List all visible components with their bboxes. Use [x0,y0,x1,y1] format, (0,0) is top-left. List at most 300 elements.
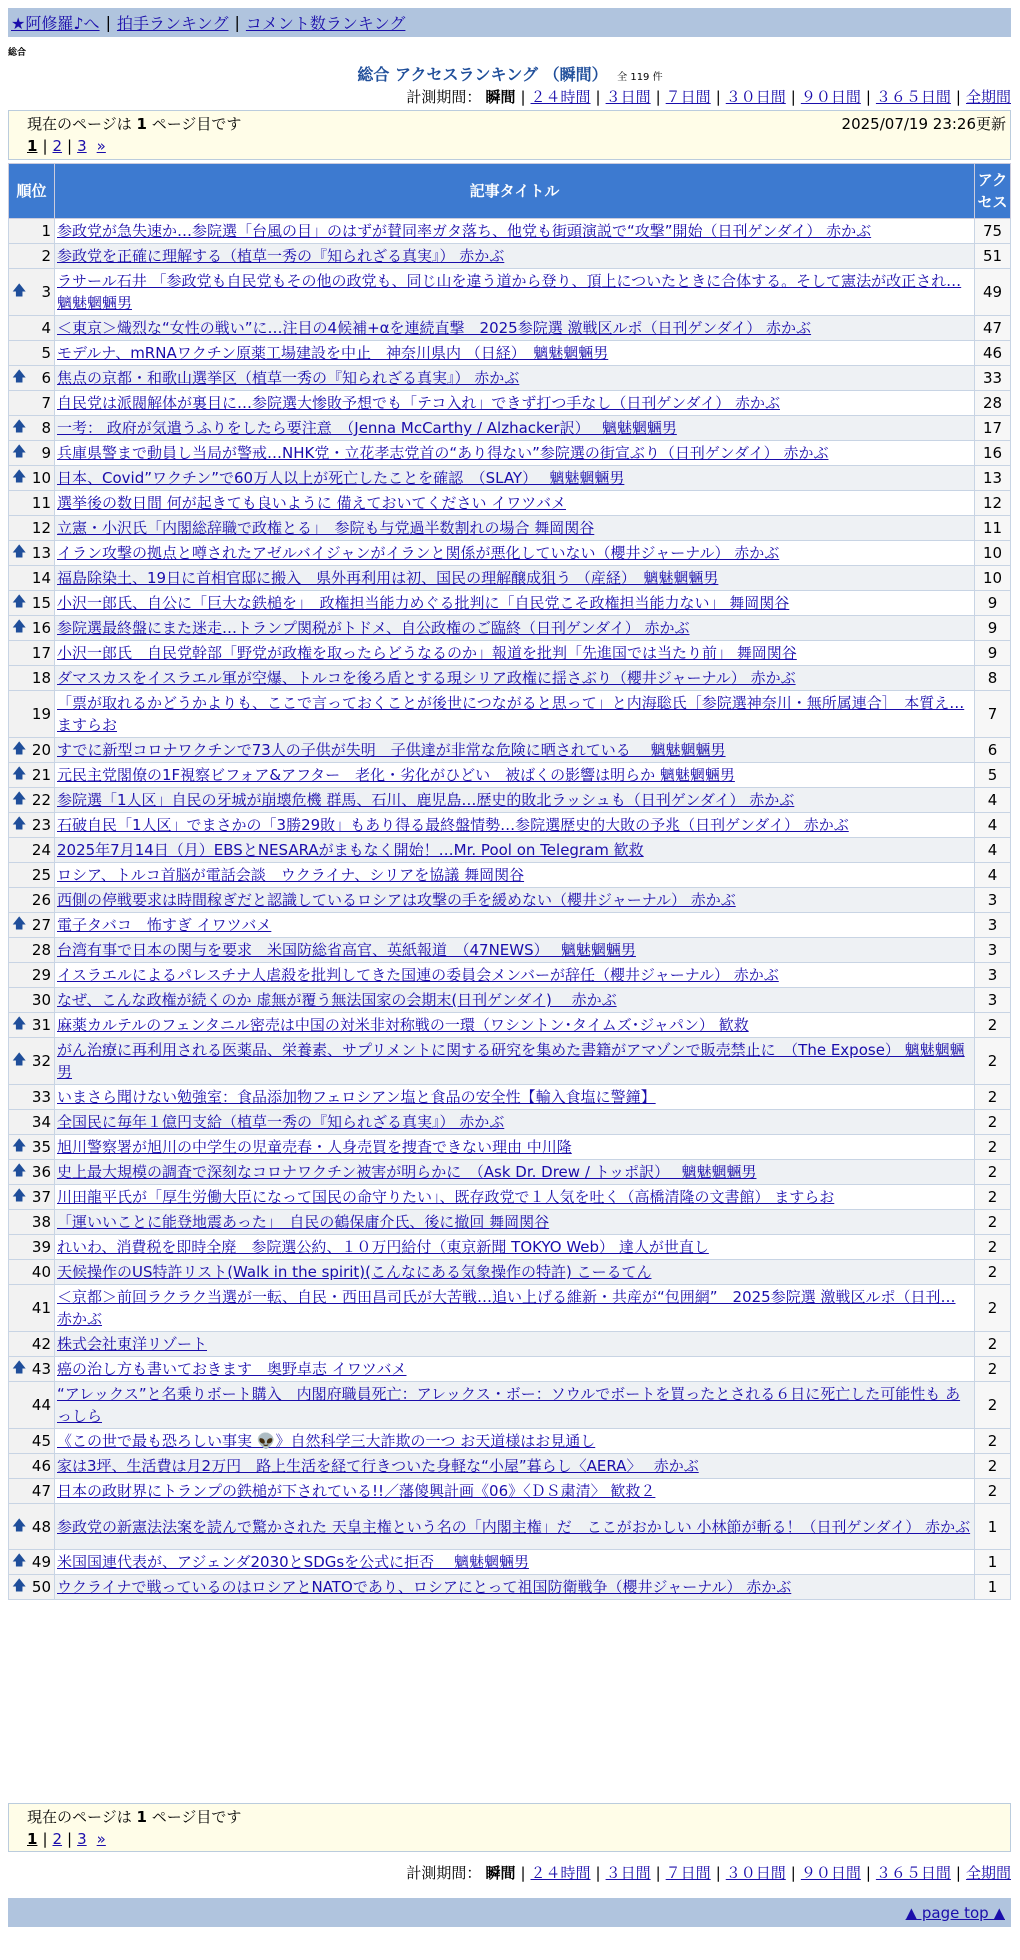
access-count: 5 [975,763,1011,788]
access-count: 49 [975,269,1011,316]
table-row [9,963,1011,988]
title-cell [55,1135,975,1160]
access-count: 4 [975,813,1011,838]
access-count: 47 [975,316,1011,341]
table-row [9,1575,1011,1600]
table-row [9,641,1011,666]
table-row [9,1429,1011,1454]
rank-cell [9,641,55,666]
article-title-link[interactable]: 「運いいことに能登地震あった」 自民の鶴保庸介氏、後に撤回 舞岡関谷 [57,1213,550,1231]
rank-number: 20 [31,741,51,759]
access-count: 6 [975,738,1011,763]
article-title-link[interactable]: 石破自民「1人区」でまさかの「3勝29敗」もあり得る最終盤情勢…参院選歴史的大敗の予兆（日刊ゲンダイ） 赤かぶ [57,816,849,834]
rank-number: 23 [31,816,51,834]
title-cell [55,1575,975,1600]
table-row [9,466,1011,491]
rank-up-arrow-icon: 🡅 [12,1188,27,1204]
rank-cell [9,1382,55,1429]
rank-cell [9,1185,55,1210]
table-row [9,888,1011,913]
access-count: 2 [975,1038,1011,1085]
table-row [9,341,1011,366]
access-count: 33 [975,366,1011,391]
article-title-link[interactable]: がん治療に再利用される医薬品、栄養素、サプリメントに関する研究を集めた書籍がアマゾンで販売禁止に （The Expose） 魑魅魍魎男 [57,1041,965,1081]
access-count: 1 [975,1504,1011,1550]
article-title-link[interactable]: 参院選「1人区」自民の牙城が崩壊危機 群馬、石川、鹿児島…歴史的敗北ラッシュも（日刊ゲンダイ） 赤かぶ [57,791,795,809]
title-cell [55,244,975,269]
access-count: 11 [975,516,1011,541]
article-title-link[interactable]: 株式会社東洋リゾート [57,1335,208,1353]
article-title-link[interactable]: 選挙後の数日間 何が起きても良いように 備えておいてください イワツバメ [57,494,567,512]
access-count: 10 [975,541,1011,566]
article-title-link[interactable]: 小沢一郎氏 自民党幹部「野党が政権を取ったらどうなるのか」報道を批判「先進国では当たり前」 舞岡関谷 [57,644,797,662]
title-cell [55,963,975,988]
article-title-link[interactable]: 史上最大規模の調査で深刻なコロナワクチン被害が明らかに （Ask Dr. Drew / トッポ訳） 魑魅魍魎男 [57,1163,757,1181]
table-row [9,666,1011,691]
rank-number: 25 [31,866,51,884]
table-row [9,391,1011,416]
rank-number: 34 [31,1113,51,1131]
access-count: 2 [975,1210,1011,1235]
top-nav-bar [8,8,1011,37]
article-title-link[interactable]: 米国国連代表が、アジェンダ2030とSDGsを公式に拒否 魑魅魍魎男 [57,1553,529,1571]
nav-separator: | [105,13,111,32]
table-row [9,516,1011,541]
access-count: 2 [975,1260,1011,1285]
access-column-header: アクセス [975,164,1011,219]
pager-next-link[interactable]: » [96,137,106,155]
pager-separator: | [42,1830,48,1848]
title-cell [55,1185,975,1210]
table-row [9,566,1011,591]
page-top-link[interactable]: ▲ page top ▲ [905,1903,1005,1922]
article-title-link[interactable]: 2025年7月14日（月）EBSとNESARAがまもなく開始！…Mr. Pool on Telegram 歓救 [57,841,644,859]
article-title-link[interactable]: 台湾有事で日本の関与を要求 米国防総省高官、英紙報道 （47NEWS） 魑魅魍魎男 [57,941,636,959]
period-separator: | [520,1864,526,1882]
period-option-link[interactable]: ７日間 [665,88,711,106]
rank-number: 1 [41,222,51,240]
rank-number: 31 [31,1016,51,1034]
title-cell [55,1038,975,1085]
clap-ranking-link[interactable]: 拍手ランキング [116,14,229,33]
title-cell [55,616,975,641]
rank-cell [9,566,55,591]
article-title-link[interactable]: 福島除染土、19日に首相官邸に搬入 県外再利用は初、国民の理解醸成狙う （産経） 魑魅魍魎男 [57,569,719,587]
rank-cell [9,838,55,863]
period-selector-top [406,86,1011,107]
access-count: 4 [975,838,1011,863]
rank-up-arrow-icon: 🡅 [12,766,27,782]
access-count: 75 [975,219,1011,244]
article-title-link[interactable]: 参政党が急失速か…参院選「台風の目」のはずが賛同率ガタ落ち、他党も街頭演説で“攻撃”開始（日刊ゲンダイ） 赤かぶ [57,222,872,240]
table-row [9,1550,1011,1575]
title-cell [55,591,975,616]
article-title-link[interactable]: 電子タバコ 怖すぎ イワツバメ [57,916,272,934]
pager-page-link[interactable]: 3 [77,137,87,155]
pager-next-link[interactable]: » [96,1830,106,1848]
rank-up-arrow-icon: 🡅 [12,1052,27,1068]
period-option-link[interactable]: 全期間 [965,88,1011,106]
access-count: 3 [975,988,1011,1013]
rank-number: 22 [31,791,51,809]
title-cell [55,219,975,244]
title-cell [55,391,975,416]
rank-cell [9,738,55,763]
access-count: 13 [975,466,1011,491]
article-title-link[interactable]: 元民主党閣僚の1F視察ビフォア&アフター 老化・劣化がひどい 被ばくの影響は明らか 魑魅魍魎男 [57,766,735,784]
rank-cell [9,1260,55,1285]
rank-cell [9,1550,55,1575]
title-cell [55,1085,975,1110]
period-option-link[interactable]: ３０日間 [725,88,786,106]
rank-cell [9,416,55,441]
title-cell [55,1332,975,1357]
article-title-link[interactable]: ラサール石井 「参政党も自民党もその他の政党も、同じ山を違う道から登り、頂上についたときに合体する。そして憲法が改正され… 魑魅魍魎男 [57,272,962,312]
access-count: 2 [975,1185,1011,1210]
table-row [9,788,1011,813]
title-cell [55,988,975,1013]
pager-top [27,137,106,155]
table-row [9,269,1011,316]
period-selector-bottom [406,1862,1011,1883]
access-count: 2 [975,1085,1011,1110]
article-title-link[interactable]: ダマスカスをイスラエル軍が空爆、トルコを後ろ盾とする現シリア政権に揺さぶり（櫻井ジャーナル） 赤かぶ [57,669,796,687]
category-label: 総合 [8,48,27,58]
access-count: 46 [975,341,1011,366]
table-row [9,1135,1011,1160]
article-title-link[interactable]: すでに新型コロナワクチンで73人の子供が失明 子供達が非常な危険に晒されている 魑魅魍魎男 [57,741,726,759]
access-count: 9 [975,641,1011,666]
period-current: 瞬間 [485,88,516,106]
rank-up-arrow-icon: 🡅 [12,1578,27,1594]
rank-cell [9,1285,55,1332]
title-cell [55,441,975,466]
rank-number: 41 [31,1299,51,1317]
rank-cell [9,491,55,516]
rank-up-arrow-icon: 🡅 [12,1553,27,1569]
title-cell [55,691,975,738]
period-option-link[interactable]: ３日間 [605,88,651,106]
table-row [9,988,1011,1013]
access-count: 16 [975,441,1011,466]
article-title-link[interactable]: ＜東京＞熾烈な“女性の戦い”に…注目の4候補+αを連続直撃 2025参院選 激戦区ルポ（日刊ゲンダイ） 赤かぶ [57,319,812,337]
period-separator: | [955,1864,961,1882]
table-row [9,1285,1011,1332]
rank-up-arrow-icon: 🡅 [12,916,27,932]
table-row [9,1454,1011,1479]
rank-number: 17 [31,644,51,662]
title-cell [55,666,975,691]
period-option-link[interactable]: ３日間 [605,1864,651,1882]
title-cell [55,541,975,566]
pager-separator: | [67,137,73,155]
article-title-link[interactable]: れいわ、消費税を即時全廃 参院選公約、１０万円給付（東京新聞 TOKYO Web） 達人が世直し [57,1238,709,1256]
period-label: 計測期間： [406,88,482,106]
access-count: 3 [975,913,1011,938]
rank-number: 50 [31,1578,51,1596]
article-title-link[interactable]: いまさら聞けない勉強室：食品添加物フェロシアン塩と食品の安全性【輸入食塩に警鐘】 [57,1088,656,1106]
title-cell [55,316,975,341]
rank-number: 9 [41,444,51,462]
article-title-link[interactable]: 自民党は派閥解体が裏目に…参院選大惨敗予想でも「テコ入れ」できず打つ手なし（日刊ゲンダイ） 赤かぶ [57,394,780,412]
rank-number: 42 [31,1335,51,1353]
rank-cell [9,1160,55,1185]
rank-column-header: 順位 [9,164,55,219]
rank-number: 7 [41,394,51,412]
title-cell [55,763,975,788]
article-title-link[interactable]: なぜ、こんな政権が続くのか 虚無が覆う無法国家の会期末(日刊ゲンダイ) 赤かぶ [57,991,617,1009]
title-cell [55,813,975,838]
rank-number: 26 [31,891,51,909]
rank-number: 10 [31,469,51,487]
table-header-row [9,164,1011,219]
rank-cell [9,1110,55,1135]
period-option-link[interactable]: ３６５日間 [875,88,951,106]
access-count: 2 [975,1382,1011,1429]
rank-up-arrow-icon: 🡅 [12,1138,27,1154]
article-title-link[interactable]: 一考： 政府が気遣うふりをしたら要注意 （Jenna McCarthy / Alzhacker訳） 魑魅魍魎男 [57,419,677,437]
rank-cell [9,888,55,913]
article-title-link[interactable]: “アレックス”と名乗りボート購入 内閣府職員死亡：アレックス・ボー：ソウルでボートを買ったとされる６日に死亡した可能性も あっしら [57,1385,961,1425]
article-title-link[interactable]: 麻薬カルテルのフェンタニル密売は中国の対米非対称戦の一環（ワシントン･タイムズ･ジャパン） 歓救 [57,1016,749,1034]
pager-page-link[interactable]: 2 [52,1830,63,1848]
article-title-link[interactable]: 家は3坪、生活費は月2万円 路上生活を経て行きついた身軽な“小屋”暮らし〈AERA〉 赤かぶ [57,1457,699,1475]
rank-cell [9,541,55,566]
rank-up-arrow-icon: 🡅 [12,594,27,610]
article-title-link[interactable]: 参院選最終盤にまた迷走…トランプ関税がトドメ、自公政権のご臨終（日刊ゲンダイ） 赤かぶ [57,619,690,637]
article-title-link[interactable]: イスラエルによるパレスチナ人虐殺を批判してきた国連の委員会メンバーが辞任（櫻井ジャーナル） 赤かぶ [57,966,779,984]
table-row [9,219,1011,244]
rank-cell [9,366,55,391]
rank-cell [9,666,55,691]
period-option-link[interactable]: ３６５日間 [875,1864,951,1882]
article-title-link[interactable]: ＜京都＞前回ラクラク当選が一転、自民・西田昌司氏が大苦戦…追い上げる維新・共産が“包囲網” 2025参院選 激戦区ルポ（日刊… 赤かぶ [57,1288,956,1328]
article-title-link[interactable]: 「票が取れるかどうかよりも、ここで言っておくことが後世につながると思って」と内海聡氏［参院選神奈川・無所属連合］ 本質え… ますらお [57,694,965,734]
rank-cell [9,219,55,244]
rank-number: 32 [31,1052,51,1070]
rank-number: 44 [31,1396,51,1414]
title-cell [55,888,975,913]
home-link[interactable]: ★阿修羅♪へ [11,14,100,33]
title-cell [55,416,975,441]
article-title-link[interactable]: 焦点の京都・和歌山選挙区（植草一秀の『知られざる真実』） 赤かぶ [57,369,520,387]
current-page-text: 現在のページは 1 ページ目です [27,1808,242,1826]
period-separator: | [865,1864,871,1882]
title-cell [55,566,975,591]
period-current: 瞬間 [485,1864,516,1882]
rank-cell [9,913,55,938]
table-row [9,316,1011,341]
table-row [9,441,1011,466]
title-cell [55,641,975,666]
period-option-link[interactable]: 全期間 [965,1864,1011,1882]
page-info-top [8,110,1011,160]
pager-page-link[interactable]: 2 [52,137,63,155]
period-option-link[interactable]: ２４時間 [530,88,591,106]
table-row [9,913,1011,938]
title-cell [55,863,975,888]
title-cell [55,491,975,516]
rank-cell [9,1332,55,1357]
access-count: 2 [975,1332,1011,1357]
article-title-link[interactable]: 日本、Covid”ワクチン”で60万人以上が死亡したことを確認 （SLAY） 魑魅魍魎男 [57,469,625,487]
rank-number: 21 [31,766,51,784]
table-row [9,813,1011,838]
title-cell [55,1550,975,1575]
rank-cell [9,1429,55,1454]
title-cell [55,466,975,491]
pager-current-page[interactable]: 1 [27,137,38,155]
rank-cell [9,691,55,738]
access-count: 17 [975,416,1011,441]
article-title-link[interactable]: 日本の政財界にトランプの鉄槌が下されている!!／藩傻興計画《06》〈ＤＳ粛清〉 歓救２ [57,1482,656,1500]
article-title-link[interactable]: 兵庫県警まで動員し当局が警戒…NHK党・立花孝志党首の“あり得ない”参院選の街宣ぶり（日刊ゲンダイ） 赤かぶ [57,444,829,462]
rank-number: 48 [31,1517,51,1536]
period-option-link[interactable]: ３０日間 [725,1864,786,1882]
article-title-link[interactable]: 天候操作のUS特許リスト(Walk in the spirit)(こんなにある気象操作の特許) こーるてん [57,1263,652,1281]
rank-up-arrow-icon: 🡅 [12,1517,27,1534]
rank-number: 30 [31,991,51,1009]
rank-cell [9,1210,55,1235]
article-title-link[interactable]: ウクライナで戦っているのはロシアとNATOであり、ロシアにとって祖国防衛戦争（櫻井ジャーナル） 赤かぶ [57,1578,792,1596]
rank-cell [9,244,55,269]
comment-ranking-link[interactable]: コメント数ランキング [245,14,406,33]
table-row [9,938,1011,963]
table-row [9,1479,1011,1504]
title-cell [55,1110,975,1135]
table-row [9,1085,1011,1110]
article-title-link[interactable]: イラン攻撃の拠点と噂されたアゼルバイジャンがイランと関係が悪化していない（櫻井ジャーナル） 赤かぶ [57,544,780,562]
pager-bottom [27,1830,106,1848]
title-cell [55,1504,975,1550]
article-title-link[interactable]: 立憲・小沢氏「内閣総辞職で政権とる」 参院も与党過半数割れの場合 舞岡関谷 [57,519,595,537]
rank-number: 13 [31,544,51,562]
title-cell [55,1210,975,1235]
table-row [9,366,1011,391]
access-count: 4 [975,863,1011,888]
period-separator: | [655,1864,661,1882]
access-count: 2 [975,1454,1011,1479]
access-count: 2 [975,1285,1011,1332]
total-count: 全 119 件 [617,72,663,83]
table-row [9,838,1011,863]
article-title-link[interactable]: モデルナ、mRNAワクチン原薬工場建設を中止 神奈川県内 （日経） 魑魅魍魎男 [57,344,609,362]
table-row [9,1185,1011,1210]
table-row [9,616,1011,641]
pager-page-link[interactable]: 3 [77,1830,87,1848]
pager-current-page[interactable]: 1 [27,1830,38,1848]
period-label: 計測期間： [406,1864,482,1882]
table-row [9,738,1011,763]
access-count: 9 [975,616,1011,641]
period-option-link[interactable]: ９０日間 [800,88,861,106]
table-row [9,1260,1011,1285]
article-title-link[interactable]: 《この世で最も恐ろしい事実 👽》自然科学三大詐欺の一つ お天道様はお見通し [57,1432,596,1450]
rank-number: 11 [31,494,51,512]
access-count: 2 [975,1429,1011,1454]
rank-number: 12 [31,519,51,537]
title-cell [55,938,975,963]
nav-separator: | [234,13,240,32]
access-count: 3 [975,888,1011,913]
rank-number: 27 [31,916,51,934]
access-count: 10 [975,566,1011,591]
rank-number: 37 [31,1188,51,1206]
access-count: 2 [975,1160,1011,1185]
title-cell [55,1479,975,1504]
ranking-title-text: 総合 アクセスランキング （瞬間） [357,65,608,84]
rank-cell [9,988,55,1013]
period-option-link[interactable]: ９０日間 [800,1864,861,1882]
rank-cell [9,591,55,616]
article-title-link[interactable]: 旭川警察署が旭川の中学生の児童売春・人身売買を捜査できない理由 中川隆 [57,1138,572,1156]
article-title-link[interactable]: 西側の停戦要求は時間稼ぎだと認識しているロシアは攻撃の手を緩めない（櫻井ジャーナル） 赤かぶ [57,891,736,909]
access-count: 2 [975,1357,1011,1382]
title-cell [55,738,975,763]
period-separator: | [595,1864,601,1882]
article-title-link[interactable]: 癌の治し方も書いておきます 奥野卓志 イワツバメ [57,1360,407,1378]
rank-up-arrow-icon: 🡅 [12,419,27,435]
table-row [9,863,1011,888]
updated-timestamp: 2025/07/19 23:26更新 [841,115,1006,133]
table-row [9,1382,1011,1429]
period-separator: | [955,88,961,106]
title-cell [55,1454,975,1479]
table-row [9,1160,1011,1185]
access-count: 4 [975,788,1011,813]
table-row [9,1038,1011,1085]
rank-number: 15 [31,594,51,612]
title-cell [55,1429,975,1454]
rank-cell [9,1085,55,1110]
article-title-link[interactable]: 全国民に毎年１億円支給（植草一秀の『知られざる真実』） 赤かぶ [57,1113,505,1131]
access-count: 2 [975,1135,1011,1160]
access-count: 1 [975,1550,1011,1575]
table-row [9,244,1011,269]
rank-cell [9,1454,55,1479]
period-separator: | [595,88,601,106]
rank-up-arrow-icon: 🡅 [12,1163,27,1179]
period-option-link[interactable]: ７日間 [665,1864,711,1882]
access-count: 9 [975,591,1011,616]
period-option-link[interactable]: ２４時間 [530,1864,591,1882]
rank-number: 19 [31,705,51,723]
article-title-link[interactable]: 小沢一郎氏、自公に「巨大な鉄槌を」 政権担当能力めぐる批判に「自民党こそ政権担当能力ない」 舞岡関谷 [57,594,790,612]
article-title-link[interactable]: 参政党を正確に理解する（植草一秀の『知られざる真実』） 赤かぶ [57,247,505,265]
rank-cell [9,1575,55,1600]
rank-up-arrow-icon: 🡅 [12,1360,27,1376]
rank-up-arrow-icon: 🡅 [12,283,27,299]
rank-number: 2 [41,247,51,265]
rank-number: 46 [31,1457,51,1475]
rank-up-arrow-icon: 🡅 [12,619,27,635]
rank-number: 38 [31,1213,51,1231]
page-title [0,62,1020,85]
period-separator: | [790,1864,796,1882]
rank-cell [9,1135,55,1160]
article-title-link[interactable]: ロシア、トルコ首脳が電話会談 ウクライナ、シリアを協議 舞岡関谷 [57,866,525,884]
title-cell [55,913,975,938]
table-row [9,541,1011,566]
period-separator: | [520,88,526,106]
article-title-link[interactable]: 参政党の新憲法法案を読んで驚かされた 天皇主権という名の「内閣主権」だ ここがおかしい 小林節が斬る！（日刊ゲンダイ） 赤かぶ [57,1517,971,1536]
access-count: 1 [975,1575,1011,1600]
article-title-link[interactable]: 川田龍平氏が「厚生労働大臣になって国民の命守りたい」、既存政党で１人気を吐く（高橋清隆の文書館） ますらお [57,1188,835,1206]
table-row [9,1235,1011,1260]
title-cell [55,1013,975,1038]
rank-number: 49 [31,1553,51,1571]
pager-separator: | [67,1830,73,1848]
